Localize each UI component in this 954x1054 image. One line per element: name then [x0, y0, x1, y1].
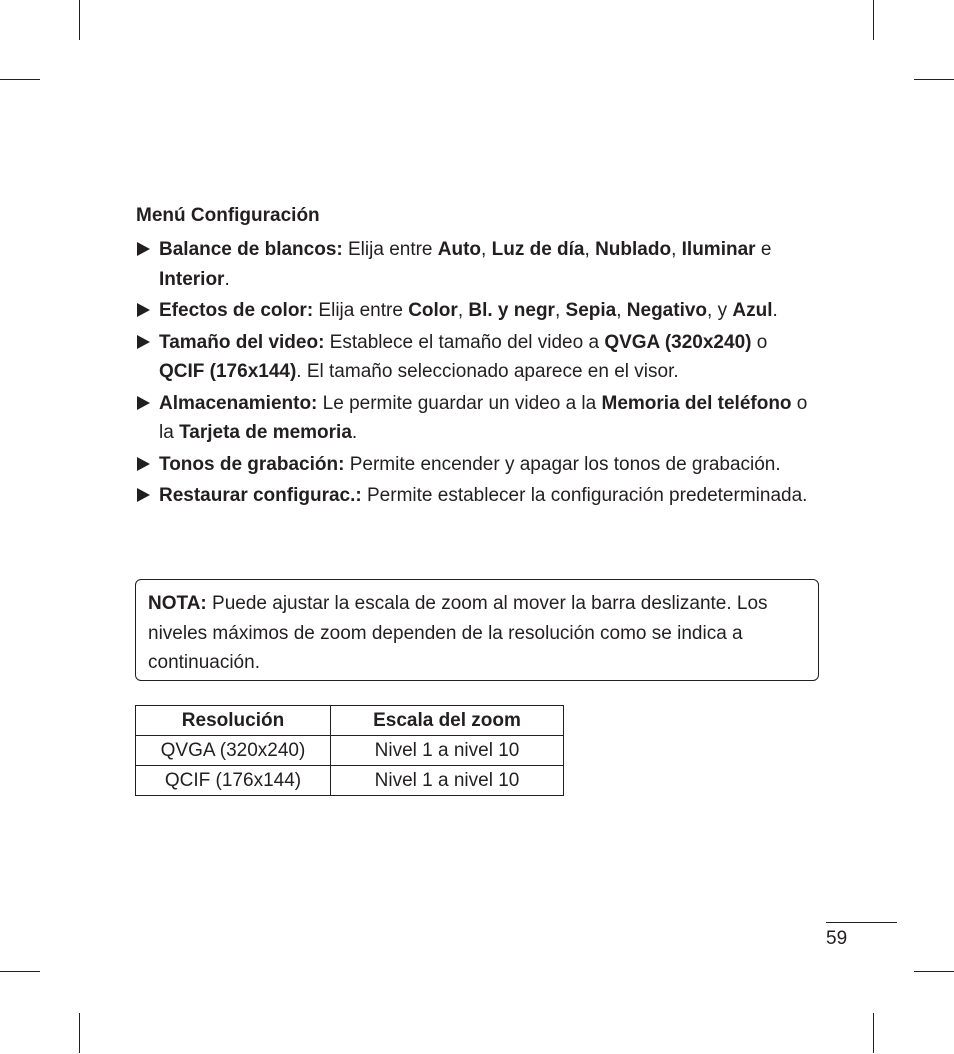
item-label: Balance de blancos: — [159, 239, 343, 260]
crop-mark — [79, 0, 80, 40]
triangle-bullet-icon — [137, 303, 150, 317]
crop-mark — [914, 971, 954, 972]
list-item-white-balance: Balance de blancos: Elija entre Auto, Luz de día, Nublado, Iluminar e Interior. — [136, 235, 826, 294]
list-item-recording-tones: Tonos de grabación: Permite encender y apagar los tonos de grabación. — [136, 450, 826, 480]
table-cell: Nivel 1 a nivel 10 — [331, 766, 564, 796]
zoom-table — [135, 705, 564, 796]
note-label: NOTA: — [148, 593, 207, 614]
item-label: Restaurar configurac.: — [159, 485, 362, 506]
section-title: Menú Configuración — [136, 205, 320, 226]
item-label: Almacenamiento: — [159, 392, 318, 414]
triangle-bullet-icon — [137, 396, 150, 410]
triangle-bullet-icon — [137, 457, 150, 471]
crop-mark — [79, 1013, 80, 1053]
crop-mark — [914, 79, 954, 80]
crop-mark — [873, 1013, 874, 1053]
note-text: Puede ajustar la escala de zoom al mover la barra deslizante. Los niveles máximos de zoom dependen de la resolución como se indica a continuación. — [148, 593, 768, 673]
item-label: Tonos de grabación: — [159, 453, 345, 475]
list-item-color-effects: Efectos de color: Elija entre Color, Bl. y negr, Sepia, Negativo, y Azul. — [136, 296, 826, 326]
item-label: Tamaño del video: — [159, 331, 325, 353]
crop-mark — [873, 0, 874, 40]
crop-mark — [0, 79, 40, 80]
page-number-rule — [826, 922, 897, 923]
table-row — [136, 766, 564, 796]
page-number: 59 — [826, 928, 848, 949]
table-row — [136, 736, 564, 766]
table-header: Escala del zoom — [331, 706, 564, 736]
table-cell: QVGA (320x240) — [136, 736, 331, 766]
list-item-video-size: Tamaño del video: Establece el tamaño del video a QVGA (320x240) o QCIF (176x144). El tamaño seleccionado aparece en el visor. — [136, 328, 826, 387]
triangle-bullet-icon — [137, 488, 150, 502]
list-item-reset-settings: Restaurar configurac.: Permite establecer la configuración predeterminada. — [136, 481, 826, 511]
triangle-bullet-icon — [137, 335, 150, 349]
table-cell: Nivel 1 a nivel 10 — [331, 736, 564, 766]
table-cell: QCIF (176x144) — [136, 766, 331, 796]
crop-mark — [0, 971, 40, 972]
triangle-bullet-icon — [137, 242, 150, 256]
table-header-row — [136, 706, 564, 736]
note-box — [135, 579, 819, 681]
table-header: Resolución — [136, 706, 331, 736]
settings-list — [136, 235, 826, 513]
item-label: Efectos de color: — [159, 300, 314, 321]
list-item-storage: Almacenamiento: Le permite guardar un video a la Memoria del teléfono o la Tarjeta de memoria. — [136, 389, 826, 448]
